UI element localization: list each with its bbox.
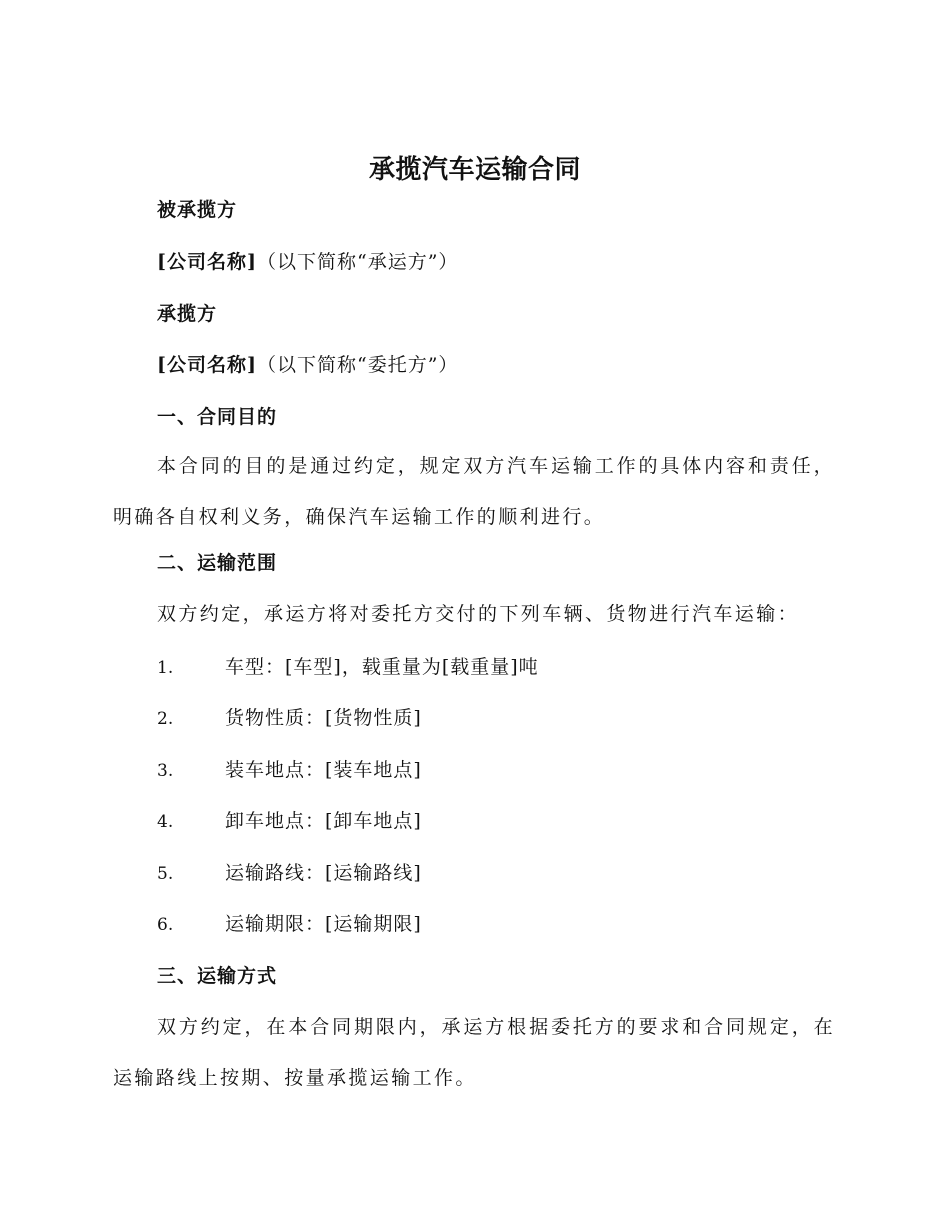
section-heading-method: 三、运输方式 xyxy=(157,965,278,987)
list-item-number: 3. xyxy=(157,761,174,781)
section-paragraph-purpose: 本合同的目的是通过约定，规定双方汽车运输工作的具体内容和责任，明确各自权利义务，确保汽车运输工作的顺利进行。 xyxy=(113,455,835,528)
party-a-label: 承揽方 xyxy=(157,303,218,325)
section-heading-purpose: 一、合同目的 xyxy=(157,406,278,428)
list-item-text: 装车地点：[装车地点] xyxy=(225,759,422,781)
list-item-text: 运输期限：[运输期限] xyxy=(225,913,422,935)
party-a-line xyxy=(157,350,458,380)
list-item xyxy=(157,909,422,940)
list-item-number: 1. xyxy=(157,658,174,678)
party-a-company: [公司名称] xyxy=(157,354,257,376)
list-item-number: 2. xyxy=(157,709,174,729)
list-item xyxy=(157,652,539,683)
party-b-alias: （以下简称“承运方”） xyxy=(256,251,459,273)
list-item xyxy=(157,806,422,837)
party-b-label: 被承揽方 xyxy=(157,199,238,221)
list-item-text: 运输路线：[运输路线] xyxy=(225,862,422,884)
party-b-line xyxy=(157,247,458,277)
list-item xyxy=(157,755,422,786)
list-item-number: 5. xyxy=(157,864,174,884)
list-item-number: 6. xyxy=(157,915,174,935)
party-a-alias: （以下简称“委托方”） xyxy=(256,354,459,376)
list-item xyxy=(157,703,422,734)
list-item-text: 货物性质：[货物性质] xyxy=(225,707,422,729)
section-paragraph-scope: 双方约定，承运方将对委托方交付的下列车辆、货物进行汽车运输： xyxy=(157,603,800,625)
list-item xyxy=(157,858,422,889)
section-heading-scope: 二、运输范围 xyxy=(157,552,278,574)
page-title: 承揽汽车运输合同 xyxy=(368,155,581,185)
list-item-text: 车型：[车型]，载重量为[载重量]吨 xyxy=(225,656,539,678)
list-item-text: 卸车地点：[卸车地点] xyxy=(225,810,422,832)
list-item-number: 4. xyxy=(157,812,174,832)
section-paragraph-method: 双方约定，在本合同期限内，承运方根据委托方的要求和合同规定，在运输路线上按期、按量承揽运输工作。 xyxy=(113,1016,835,1089)
party-b-company: [公司名称] xyxy=(157,251,257,273)
